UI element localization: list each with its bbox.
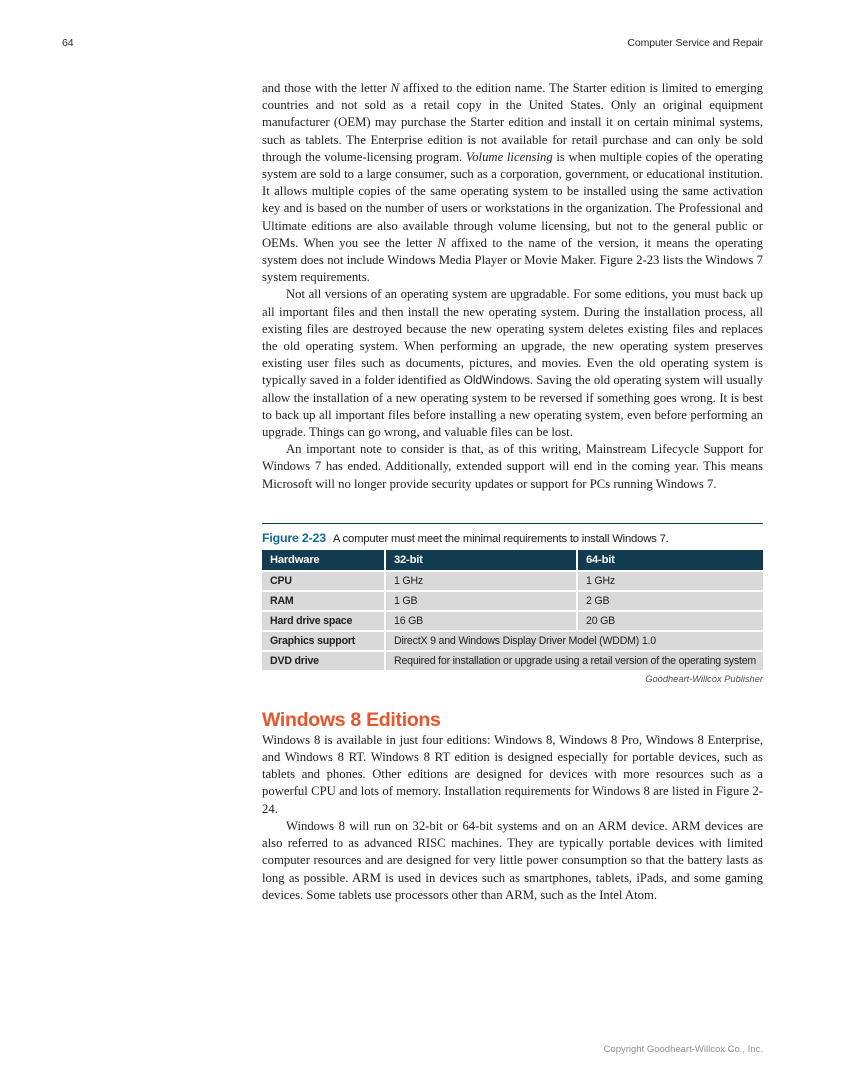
figure-2-23-block — [262, 523, 763, 684]
footer-copyright: Copyright Goodheart-Willcox Co., Inc. — [603, 1044, 763, 1055]
section-paragraph: Windows 8 is available in just four editions: Windows 8, Windows 8 Pro, Windows 8 Enterprise, and Windows 8 RT. Windows 8 RT edition is designed especially for portable devices, such as tablets and phones. Other editions are designed for devices with more resources such as a powerful CPU and lots of memory. Installation requirements for Windows 8 are listed in Figure 2-24. — [262, 732, 763, 816]
running-header-title: Computer Service and Repair — [627, 37, 763, 49]
column-header-hardware: Hardware — [262, 550, 386, 572]
row-label: RAM — [262, 592, 386, 612]
column-header-32bit: 32-bit — [386, 550, 578, 572]
table-row — [262, 572, 763, 592]
table-row — [262, 632, 763, 652]
windows7-requirements-table — [262, 550, 763, 672]
page-content — [262, 80, 763, 904]
table-row — [262, 652, 763, 672]
row-value: 20 GB — [578, 612, 763, 632]
body-paragraph: and those with the letter N affixed to the edition name. The Starter edition is limited to emerging countries and not sold as a retail copy in the United States. Only an original equipment manufacturer (OEM) may purchase the Starter edition and install it on certain minimal systems, such as tablets. The Enterprise edition is not available for retail purchase and can only be sold through the volume-licensing program. Volume licensing is when multiple copies of the operating system are sold to a large consumer, such as a corporation, government, or educational institution. It allows multiple copies of the same operating system to be installed using the same activation key and is based on the number of users or workstations in the organization. The Professional and Ultimate editions are also available through volume licensing, but not to the general public or OEMs. When you see the letter N affixed to the name of the version, it means the operating system does not include Windows Media Player or Movie Maker. Figure 2-23 lists the Windows 7 system requirements. — [262, 81, 763, 285]
column-header-64bit: 64-bit — [578, 550, 763, 572]
row-value: 1 GHz — [578, 572, 763, 592]
table-header-row — [262, 550, 763, 572]
row-value: 2 GB — [578, 592, 763, 612]
row-label: CPU — [262, 572, 386, 592]
figure-top-rule — [262, 523, 763, 524]
table-row — [262, 612, 763, 632]
section-paragraph: Windows 8 will run on 32-bit or 64-bit systems and on an ARM device. ARM devices are also referred to as advanced RISC machines. They are typically portable devices with limited computer resources and are designed for very little power consumption so that the battery lasts as long as possible. ARM is used in devices such as smartphones, tablets, iPads, and some gaming devices. Some tablets use processors other than ARM, such as the Intel Atom. — [262, 818, 763, 902]
body-paragraph: An important note to consider is that, as of this writing, Mainstream Lifecycle Support for Windows 7 has ended. Additionally, extended support will end in the coming year. This means Microsoft will no longer provide security updates or support for PCs running Windows 7. — [262, 442, 763, 491]
body-paragraph: Not all versions of an operating system are upgradable. For some editions, you must back up all important files and then install the new operating system. During the installation process, all existing files are destroyed because the new operating system deletes existing files and replaces the old operating system. When performing an upgrade, the new operating system preserves existing user files such as documents, pictures, and movies. Even the old operating system is typically saved in a folder identified as OldWindows. Saving the old operating system will usually allow the installation of a new operating system to be reversed if something goes wrong. It is best to back up all important files before installing a new operating system, even before performing an upgrade. Things can go wrong, and valuable files can be lost. — [262, 287, 763, 440]
table-row — [262, 592, 763, 612]
row-value: 1 GHz — [386, 572, 578, 592]
row-label: Graphics support — [262, 632, 386, 652]
section-heading-windows-8-editions: Windows 8 Editions — [262, 708, 441, 731]
row-value: Required for installation or upgrade using a retail version of the operating system — [386, 652, 763, 672]
page-header — [62, 37, 763, 49]
figure-credit: Goodheart-Willcox Publisher — [645, 673, 763, 684]
figure-label: Figure 2-23 — [262, 530, 326, 545]
row-value: DirectX 9 and Windows Display Driver Model (WDDM) 1.0 — [386, 632, 763, 652]
row-label: DVD drive — [262, 652, 386, 672]
figure-caption — [262, 531, 763, 545]
row-value: 16 GB — [386, 612, 578, 632]
page-number: 64 — [62, 37, 74, 49]
figure-caption-text: A computer must meet the minimal requirements to install Windows 7. — [332, 532, 669, 545]
row-value: 1 GB — [386, 592, 578, 612]
row-label: Hard drive space — [262, 612, 386, 632]
